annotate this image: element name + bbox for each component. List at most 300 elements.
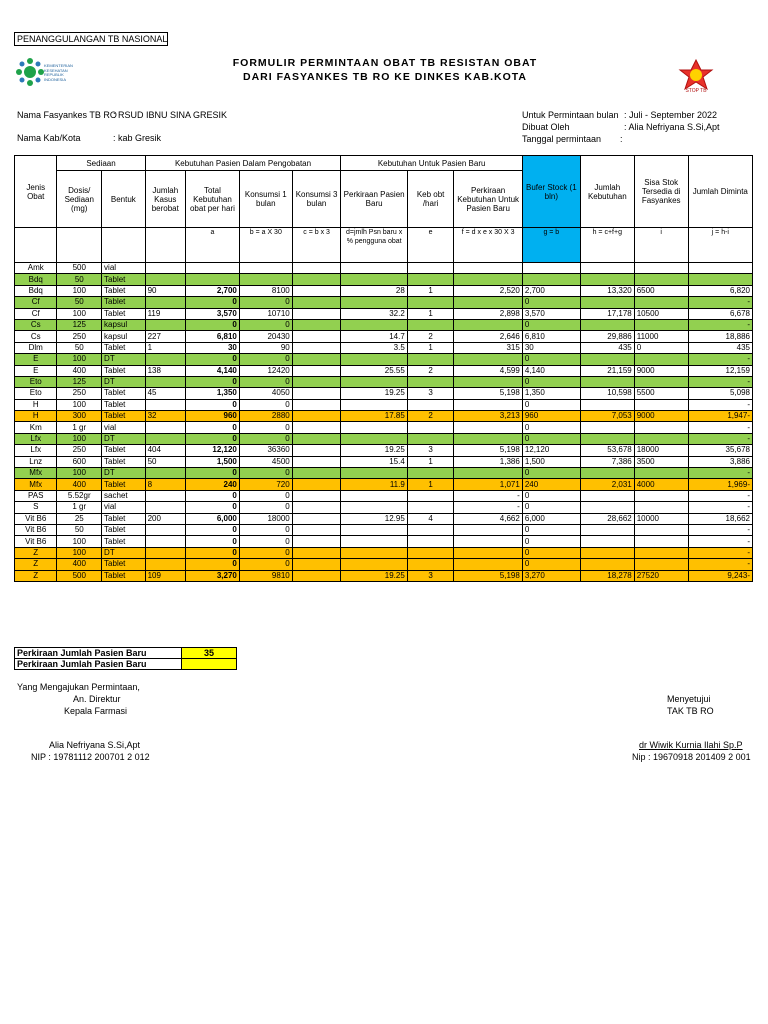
- table-cell: 0: [522, 524, 580, 535]
- estimate-label-2: Perkiraan Jumlah Pasien Baru: [15, 659, 182, 670]
- table-cell: 4,662: [454, 513, 522, 524]
- table-cell: E: [15, 365, 57, 376]
- table-cell: [341, 547, 407, 558]
- table-cell: 9,243-: [688, 570, 752, 581]
- table-cell: vial: [102, 422, 146, 433]
- table-cell: 250: [57, 331, 102, 342]
- table-cell: 1,350: [185, 388, 239, 399]
- table-cell: 2,700: [185, 285, 239, 296]
- table-cell: H: [15, 399, 57, 410]
- table-cell: 1: [407, 456, 454, 467]
- table-cell: 435: [688, 342, 752, 353]
- table-cell: -: [454, 502, 522, 513]
- table-cell: [292, 547, 341, 558]
- table-cell: Tablet: [102, 570, 146, 581]
- header-bufer-stock: Bufer Stock (1 bln): [522, 156, 580, 228]
- table-cell: [341, 263, 407, 274]
- table-cell: 12,120: [185, 445, 239, 456]
- table-cell: 4,140: [185, 365, 239, 376]
- table-cell: [580, 547, 634, 558]
- table-row: [15, 524, 753, 535]
- table-cell: kapsul: [102, 331, 146, 342]
- estimate-table: [14, 647, 237, 670]
- table-cell: kapsul: [102, 319, 146, 330]
- table-cell: [145, 490, 185, 501]
- stop-tb-text: STOP TB: [685, 88, 707, 94]
- table-cell: [407, 536, 454, 547]
- table-cell: 0: [185, 536, 239, 547]
- table-cell: 29,886: [580, 331, 634, 342]
- table-cell: [185, 263, 239, 274]
- table-cell: [145, 536, 185, 547]
- table-cell: 0: [522, 422, 580, 433]
- table-cell: 4,599: [454, 365, 522, 376]
- kab-value: : kab Gresik: [113, 133, 162, 143]
- table-cell: [145, 559, 185, 570]
- table-cell: [407, 547, 454, 558]
- table-cell: Eto: [15, 388, 57, 399]
- table-cell: 9000: [634, 365, 688, 376]
- table-cell: Cf: [15, 308, 57, 319]
- table-cell: -: [688, 524, 752, 535]
- table-cell: 0: [239, 297, 292, 308]
- table-cell: [341, 354, 407, 365]
- form-title-line2: DARI FASYANKES TB RO KE DINKES KAB.KOTA: [242, 71, 528, 83]
- table-cell: 0: [239, 547, 292, 558]
- table-cell: 4050: [239, 388, 292, 399]
- table-cell: 960: [522, 411, 580, 422]
- header-sisa-stok: Sisa Stok Tersedia di Fasyankes: [634, 156, 688, 228]
- table-cell: [292, 559, 341, 570]
- table-cell: 250: [57, 388, 102, 399]
- table-cell: [407, 490, 454, 501]
- table-cell: [407, 524, 454, 535]
- table-cell: [634, 468, 688, 479]
- table-cell: 100: [57, 468, 102, 479]
- table-cell: 7,386: [580, 456, 634, 467]
- table-cell: 0: [522, 502, 580, 513]
- dibuat-value: : Alia Nefriyana S.Si,Apt: [624, 122, 720, 132]
- table-cell: [292, 468, 341, 479]
- header-group-sediaan: Sediaan: [57, 156, 145, 171]
- table-cell: 2,520: [454, 285, 522, 296]
- table-cell: 5,098: [688, 388, 752, 399]
- table-cell: 0: [239, 319, 292, 330]
- table-cell: Tablet: [102, 559, 146, 570]
- table-cell: 100: [57, 354, 102, 365]
- table-cell: 0: [185, 559, 239, 570]
- table-cell: [292, 285, 341, 296]
- table-cell: 600: [57, 456, 102, 467]
- table-cell: Amk: [15, 263, 57, 274]
- table-cell: 13,320: [580, 285, 634, 296]
- table-cell: -: [688, 297, 752, 308]
- table-cell: Z: [15, 559, 57, 570]
- table-cell: Tablet: [102, 479, 146, 490]
- table-cell: -: [688, 468, 752, 479]
- table-cell: 3.5: [341, 342, 407, 353]
- header-konsumsi-3: Konsumsi 3 bulan: [292, 171, 341, 228]
- table-cell: 100: [57, 536, 102, 547]
- table-cell: Tablet: [102, 308, 146, 319]
- table-cell: 0: [522, 490, 580, 501]
- form-title-line1: FORMULIR PERMINTAAN OBAT TB RESISTAN OBAT: [232, 57, 538, 69]
- table-cell: 25: [57, 513, 102, 524]
- table-cell: 0: [239, 399, 292, 410]
- table-cell: 11.9: [341, 479, 407, 490]
- drug-request-table: [14, 155, 753, 582]
- table-cell: [580, 490, 634, 501]
- table-cell: [407, 433, 454, 444]
- table-cell: Tablet: [102, 411, 146, 422]
- table-cell: [634, 274, 688, 285]
- table-cell: [522, 274, 580, 285]
- table-cell: Tablet: [102, 342, 146, 353]
- table-cell: [688, 263, 752, 274]
- table-cell: 0: [522, 297, 580, 308]
- table-cell: 1,386: [454, 456, 522, 467]
- table-cell: -: [688, 422, 752, 433]
- formula-cell: c = b x 3: [292, 228, 341, 263]
- table-cell: 5,198: [454, 445, 522, 456]
- table-cell: 0: [185, 319, 239, 330]
- table-cell: 227: [145, 331, 185, 342]
- table-row: [15, 388, 753, 399]
- header-group-pasien-baru: Kebutuhan Untuk Pasien Baru: [341, 156, 522, 171]
- formula-cell: e: [407, 228, 454, 263]
- table-cell: 0: [239, 468, 292, 479]
- table-cell: [454, 422, 522, 433]
- table-cell: 250: [57, 445, 102, 456]
- table-cell: [341, 536, 407, 547]
- table-cell: Vit B6: [15, 536, 57, 547]
- estimate-value-2: [182, 659, 237, 670]
- table-cell: [292, 456, 341, 467]
- table-cell: [292, 342, 341, 353]
- table-cell: 18,886: [688, 331, 752, 342]
- table-cell: [454, 433, 522, 444]
- table-cell: 6,000: [185, 513, 239, 524]
- table-cell: 200: [145, 513, 185, 524]
- table-row: [15, 445, 753, 456]
- table-cell: 45: [145, 388, 185, 399]
- table-cell: 2,646: [454, 331, 522, 342]
- table-cell: 3: [407, 388, 454, 399]
- table-cell: 12,120: [522, 445, 580, 456]
- table-row: [15, 365, 753, 376]
- table-cell: 53,678: [580, 445, 634, 456]
- table-cell: [292, 331, 341, 342]
- header-jenis-obat: Jenis Obat: [15, 156, 57, 228]
- table-cell: [454, 524, 522, 535]
- table-cell: 21,159: [580, 365, 634, 376]
- formula-cell: a: [185, 228, 239, 263]
- table-cell: 0: [185, 490, 239, 501]
- table-cell: 35,678: [688, 445, 752, 456]
- table-cell: DT: [102, 354, 146, 365]
- table-cell: [145, 376, 185, 387]
- table-cell: [185, 274, 239, 285]
- table-cell: 12.95: [341, 513, 407, 524]
- table-cell: 960: [185, 411, 239, 422]
- table-cell: [580, 422, 634, 433]
- table-cell: 0: [522, 319, 580, 330]
- table-cell: 12420: [239, 365, 292, 376]
- table-cell: [634, 536, 688, 547]
- table-cell: Lfx: [15, 433, 57, 444]
- table-cell: 14.7: [341, 331, 407, 342]
- table-cell: [145, 354, 185, 365]
- table-cell: 1: [407, 342, 454, 353]
- table-cell: [407, 274, 454, 285]
- table-cell: 50: [145, 456, 185, 467]
- table-cell: DT: [102, 376, 146, 387]
- table-cell: [145, 297, 185, 308]
- table-cell: 0: [185, 399, 239, 410]
- table-cell: [407, 319, 454, 330]
- table-cell: [341, 422, 407, 433]
- table-row: [15, 274, 753, 285]
- table-cell: [580, 263, 634, 274]
- header-dosis: Dosis/ Sediaan (mg): [57, 171, 102, 228]
- table-cell: Vit B6: [15, 513, 57, 524]
- table-cell: [454, 354, 522, 365]
- table-cell: [145, 468, 185, 479]
- table-row: [15, 376, 753, 387]
- table-cell: 0: [522, 376, 580, 387]
- table-cell: -: [688, 399, 752, 410]
- formula-cell: h = c+f+g: [580, 228, 634, 263]
- table-cell: Tablet: [102, 297, 146, 308]
- table-cell: 1: [407, 285, 454, 296]
- table-cell: Tablet: [102, 524, 146, 535]
- table-cell: [580, 354, 634, 365]
- table-cell: 5.52gr: [57, 490, 102, 501]
- table-cell: [407, 559, 454, 570]
- header-bentuk: Bentuk: [102, 171, 146, 228]
- table-cell: [145, 319, 185, 330]
- table-cell: 18,278: [580, 570, 634, 581]
- table-cell: [292, 274, 341, 285]
- table-cell: -: [688, 502, 752, 513]
- table-row: [15, 547, 753, 558]
- table-cell: 100: [57, 308, 102, 319]
- table-cell: [341, 433, 407, 444]
- table-cell: [407, 502, 454, 513]
- program-label: PENANGGULANGAN TB NASIONAL: [17, 34, 168, 44]
- table-cell: 3,886: [688, 456, 752, 467]
- table-cell: Tablet: [102, 388, 146, 399]
- dibuat-label: Dibuat Oleh: [522, 122, 570, 132]
- table-cell: 0: [185, 502, 239, 513]
- table-cell: sachet: [102, 490, 146, 501]
- table-cell: 0: [185, 433, 239, 444]
- table-cell: [292, 411, 341, 422]
- table-cell: [634, 376, 688, 387]
- table-cell: [145, 524, 185, 535]
- table-cell: [239, 274, 292, 285]
- table-cell: [145, 433, 185, 444]
- table-row: [15, 297, 753, 308]
- table-cell: 1,500: [185, 456, 239, 467]
- table-cell: 109: [145, 570, 185, 581]
- table-cell: -: [688, 354, 752, 365]
- table-cell: [454, 319, 522, 330]
- table-cell: 1,350: [522, 388, 580, 399]
- formula-cell: [57, 228, 102, 263]
- tanggal-label: Tanggal permintaan: [522, 134, 602, 144]
- table-cell: 0: [239, 376, 292, 387]
- table-cell: -: [454, 490, 522, 501]
- table-cell: 4500: [239, 456, 292, 467]
- table-cell: [634, 319, 688, 330]
- table-cell: [580, 502, 634, 513]
- table-cell: Z: [15, 570, 57, 581]
- table-cell: [145, 422, 185, 433]
- table-cell: 0: [185, 468, 239, 479]
- table-cell: 2: [407, 331, 454, 342]
- table-row: [15, 308, 753, 319]
- table-cell: 0: [522, 354, 580, 365]
- table-cell: Z: [15, 547, 57, 558]
- table-cell: [454, 547, 522, 558]
- table-cell: 6,820: [688, 285, 752, 296]
- table-cell: Tablet: [102, 456, 146, 467]
- table-cell: 9810: [239, 570, 292, 581]
- table-cell: [341, 468, 407, 479]
- table-cell: [454, 376, 522, 387]
- table-cell: 19.25: [341, 388, 407, 399]
- table-cell: Tablet: [102, 365, 146, 376]
- table-cell: [407, 376, 454, 387]
- formula-cell: i: [634, 228, 688, 263]
- table-cell: 6,810: [185, 331, 239, 342]
- table-cell: -: [688, 536, 752, 547]
- table-row: [15, 342, 753, 353]
- table-cell: 315: [454, 342, 522, 353]
- table-cell: Tablet: [102, 445, 146, 456]
- table-cell: 0: [522, 559, 580, 570]
- table-cell: 2,898: [454, 308, 522, 319]
- table-cell: Tablet: [102, 285, 146, 296]
- formula-cell: [145, 228, 185, 263]
- table-cell: [145, 399, 185, 410]
- signature-right-nip: Nip : 19670918 201409 2 001: [632, 752, 751, 762]
- table-cell: 90: [239, 342, 292, 353]
- table-cell: [341, 502, 407, 513]
- table-cell: [634, 524, 688, 535]
- table-cell: -: [688, 559, 752, 570]
- table-row: [15, 433, 753, 444]
- table-row: [15, 354, 753, 365]
- table-cell: [580, 319, 634, 330]
- table-cell: 1: [145, 342, 185, 353]
- header-jumlah-diminta: Jumlah Diminta: [688, 156, 752, 228]
- table-cell: 9000: [634, 411, 688, 422]
- table-cell: [580, 536, 634, 547]
- table-cell: [341, 399, 407, 410]
- table-cell: 100: [57, 399, 102, 410]
- table-cell: E: [15, 354, 57, 365]
- table-cell: [634, 433, 688, 444]
- table-cell: 50: [57, 524, 102, 535]
- table-cell: 28,662: [580, 513, 634, 524]
- table-cell: [292, 399, 341, 410]
- table-cell: [292, 524, 341, 535]
- table-cell: [454, 297, 522, 308]
- table-cell: 8100: [239, 285, 292, 296]
- table-cell: 0: [239, 433, 292, 444]
- table-row: [15, 285, 753, 296]
- table-cell: 0: [239, 490, 292, 501]
- table-cell: [145, 263, 185, 274]
- table-cell: 0: [522, 433, 580, 444]
- table-cell: 10500: [634, 308, 688, 319]
- table-cell: [454, 399, 522, 410]
- table-cell: Tablet: [102, 399, 146, 410]
- formula-cell: g = b: [522, 228, 580, 263]
- table-cell: [580, 274, 634, 285]
- table-cell: DT: [102, 468, 146, 479]
- table-cell: [454, 536, 522, 547]
- table-cell: Tablet: [102, 536, 146, 547]
- table-cell: 8: [145, 479, 185, 490]
- formula-cell: d=jmlh Psn baru x % pengguna obat: [341, 228, 407, 263]
- table-cell: [341, 524, 407, 535]
- signature-left-line3: Kepala Farmasi: [64, 706, 128, 716]
- table-row: [15, 422, 753, 433]
- table-cell: [454, 468, 522, 479]
- table-cell: 5,198: [454, 570, 522, 581]
- table-cell: 0: [185, 422, 239, 433]
- estimate-label-1: Perkiraan Jumlah Pasien Baru: [15, 648, 182, 659]
- table-cell: 30: [522, 342, 580, 353]
- table-cell: 500: [57, 570, 102, 581]
- table-cell: 435: [580, 342, 634, 353]
- table-cell: 100: [57, 433, 102, 444]
- table-body: [15, 263, 753, 582]
- table-cell: [292, 536, 341, 547]
- table-cell: [634, 399, 688, 410]
- formula-cell: f = d x e x 30 X 3: [454, 228, 522, 263]
- table-cell: [341, 490, 407, 501]
- table-cell: [407, 354, 454, 365]
- table-cell: [454, 263, 522, 274]
- table-cell: 6,678: [688, 308, 752, 319]
- table-cell: Lfx: [15, 445, 57, 456]
- table-cell: [634, 354, 688, 365]
- table-cell: 18000: [239, 513, 292, 524]
- table-cell: 0: [239, 559, 292, 570]
- table-cell: 1,071: [454, 479, 522, 490]
- table-cell: 5500: [634, 388, 688, 399]
- table-cell: 2: [407, 411, 454, 422]
- table-cell: DT: [102, 433, 146, 444]
- table-cell: 17,178: [580, 308, 634, 319]
- table-cell: [634, 547, 688, 558]
- table-cell: 15.4: [341, 456, 407, 467]
- table-cell: 50: [57, 297, 102, 308]
- table-cell: [580, 559, 634, 570]
- table-cell: [292, 433, 341, 444]
- stop-tb-icon: [676, 58, 716, 94]
- table-cell: [341, 274, 407, 285]
- ministry-logo-icon: [14, 56, 46, 88]
- table-cell: vial: [102, 263, 146, 274]
- table-cell: [292, 422, 341, 433]
- header-perkiraan-kebutuhan: Perkiraan Kebutuhan Untuk Pasien Baru: [454, 171, 522, 228]
- table-cell: [634, 263, 688, 274]
